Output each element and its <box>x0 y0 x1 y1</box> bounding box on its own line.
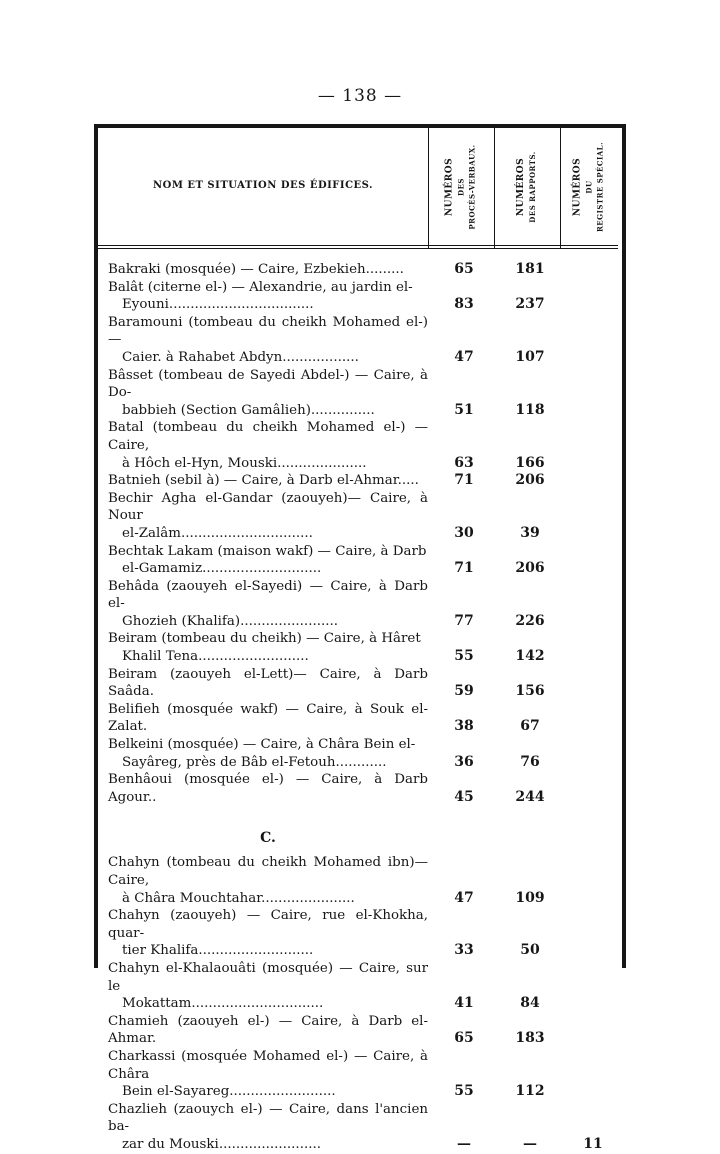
table-row <box>108 367 628 420</box>
header-sub: DES <box>456 178 466 196</box>
edifice-name <box>108 490 428 543</box>
edifice-name <box>108 367 428 420</box>
edifice-line-continued: el-Gamamiz............................ <box>122 561 322 577</box>
edifice-line: Bakraki (mosquée) — Caire, Ezbekieh......... <box>108 262 404 277</box>
edifice-line-continued: à Hôch el-Hyn, Mouski..................... <box>122 455 367 471</box>
edifice-line-continued: Ghozieh (Khalifa)....................... <box>122 613 338 629</box>
table-row <box>108 1013 628 1048</box>
proces-verbal-number: 83 <box>454 296 474 313</box>
rapport-number: 107 <box>515 348 545 365</box>
table-row <box>108 419 628 472</box>
table-row <box>108 1101 628 1154</box>
edifice-name <box>108 261 428 279</box>
entries-list <box>108 261 628 1154</box>
edifice-name <box>108 736 428 771</box>
table-row <box>108 578 628 631</box>
edifice-name <box>108 854 428 907</box>
table-row <box>108 314 628 367</box>
header-sub: PROCÈS-VERBAUX. <box>467 144 477 230</box>
proces-verbal-number: 63 <box>454 454 474 471</box>
header-proces-verbaux <box>428 128 494 246</box>
table-row <box>108 543 628 578</box>
rapport-number: 226 <box>515 612 545 629</box>
table-row <box>108 490 628 543</box>
proces-verbal-number: — <box>457 1135 471 1152</box>
edifice-name <box>108 771 428 806</box>
proces-verbal-number: 36 <box>454 753 474 770</box>
edifice-name <box>108 543 428 578</box>
rapport-number: 142 <box>515 648 545 665</box>
edifice-name <box>108 279 428 314</box>
edifice-line: Charkassi (mosquée Mohamed el-) — Caire, à Châra <box>108 1048 428 1082</box>
rapport-number: 183 <box>515 1030 545 1047</box>
edifice-line-continued: Mokattam............................... <box>122 996 324 1012</box>
rapport-number: 206 <box>515 560 545 577</box>
rapport-number: 244 <box>515 788 545 805</box>
rapport-number: 76 <box>520 753 540 770</box>
edifice-line: Beiram (tombeau du cheikh) — Caire, à Hâret <box>108 631 421 647</box>
rapport-number: 109 <box>515 889 545 906</box>
edifice-line: Chahyn el-Khalaouâti (mosquée) — Caire, sur le <box>108 960 428 994</box>
edifice-name <box>108 701 428 736</box>
edifice-line: Bâsset (tombeau de Sayedi Abdel-) — Caire, à Do- <box>108 367 428 401</box>
header-label: NUMÉROS <box>516 157 526 217</box>
header-rapports <box>494 128 560 246</box>
rapport-number: 181 <box>515 261 545 277</box>
proces-verbal-number: 33 <box>454 942 474 959</box>
edifice-line: Baramouni (tombeau du cheikh Mohamed el-)— <box>108 314 428 348</box>
header-label: NUMÉROS <box>572 157 583 217</box>
edifice-line-continued: tier Khalifa........................... <box>122 943 314 959</box>
edifice-name <box>108 630 428 665</box>
proces-verbal-number: 71 <box>454 560 474 577</box>
edifice-line: Chahyn (zaouyeh) — Caire, rue el-Khokha, quar- <box>108 908 428 941</box>
rapport-number: 50 <box>520 942 540 959</box>
registre-number: 11 <box>583 1135 603 1152</box>
table-row <box>108 279 628 314</box>
table-row <box>108 1048 628 1101</box>
rapport-number: 84 <box>520 995 540 1012</box>
edifice-line: Chazlieh (zaouych el-) — Caire, dans l'ancien ba- <box>108 1101 428 1135</box>
edifice-name <box>108 1048 428 1101</box>
rapport-number: 118 <box>515 401 545 418</box>
edifice-line: Belifieh (mosquée wakf) — Caire, à Souk el-Zalat. <box>108 701 428 735</box>
edifice-name <box>108 578 428 631</box>
edifice-line: Bechtak Lakam (maison wakf) — Caire, à Darb <box>108 543 427 559</box>
proces-verbal-number: 51 <box>454 401 474 418</box>
edifice-line-continued: el-Zalâm............................... <box>122 525 313 541</box>
edifice-name <box>108 419 428 472</box>
edifice-line-continued: Bein el-Sayareg......................... <box>122 1084 336 1100</box>
column-title: NOM ET SITUATION DES ÉDIFICES. <box>152 180 374 191</box>
edifice-line-continued: Eyouni.................................. <box>122 297 314 313</box>
edifice-name <box>108 1013 428 1048</box>
proces-verbal-number: 59 <box>454 683 474 700</box>
edifice-name <box>108 314 428 367</box>
proces-verbal-number: 65 <box>454 1030 474 1047</box>
header-sub: DU <box>584 180 594 194</box>
edifice-line-continued: Khalil Tena.......................... <box>122 649 309 665</box>
edifice-line: Benhâoui (mosquée el-) — Caire, à Darb Agour.. <box>108 772 428 805</box>
edifice-name <box>108 907 428 960</box>
table-row <box>108 736 628 771</box>
rapport-number: 39 <box>520 524 540 541</box>
section-letter: C. <box>260 830 276 847</box>
edifice-line: Chamieh (zaouyeh el-) — Caire, à Darb el-Ahmar. <box>108 1013 428 1047</box>
edifice-line: Chahyn (tombeau du cheikh Mohamed ibn)— Caire, <box>108 855 428 888</box>
proces-verbal-number: 30 <box>454 524 474 541</box>
edifice-line: Balât (citerne el-) — Alexandrie, au jardin el- <box>108 279 413 295</box>
proces-verbal-number: 65 <box>454 261 474 277</box>
proces-verbal-number: 77 <box>454 612 474 629</box>
edifice-line: Belkeini (mosquée) — Caire, à Châra Bein el- <box>108 737 416 753</box>
proces-verbal-number: 55 <box>454 1083 474 1100</box>
proces-verbal-number: 47 <box>454 348 474 365</box>
table-row <box>108 261 628 279</box>
rapport-number: 166 <box>515 454 545 471</box>
proces-verbal-number: 45 <box>454 788 474 805</box>
proces-verbal-number: 47 <box>454 889 474 906</box>
table-row <box>108 630 628 665</box>
proces-verbal-number: 38 <box>454 718 474 735</box>
page-number: — 138 — <box>317 86 403 106</box>
table-row <box>108 771 628 806</box>
table-row <box>108 854 628 907</box>
entries-b <box>108 261 628 806</box>
table-row <box>108 907 628 960</box>
edifice-line-continued: babbieh (Section Gamâlieh)............... <box>122 402 375 418</box>
edifice-name <box>108 472 428 490</box>
edifice-line: Behâda (zaouyeh el-Sayedi) — Caire, à Darb el- <box>108 578 428 612</box>
edifice-line-continued: Sayâreg, près de Bâb el-Fetouh............ <box>122 754 387 770</box>
edifice-line: Bechir Agha el-Gandar (zaouyeh)— Caire, à Nour <box>108 490 428 524</box>
edifice-name <box>108 666 428 701</box>
table-row <box>108 666 628 701</box>
entries-c <box>108 854 628 1153</box>
proces-verbal-number: 55 <box>454 648 474 665</box>
proces-verbal-number: 41 <box>454 995 474 1012</box>
edifice-line-continued: Caier. à Rahabet Abdyn.................. <box>122 349 359 365</box>
edifice-line-continued: à Châra Mouchtahar...................... <box>122 890 355 906</box>
table-row <box>108 960 628 1013</box>
edifice-line-continued: zar du Mouski........................ <box>122 1136 321 1152</box>
edifice-name <box>108 960 428 1013</box>
rapport-number: 67 <box>520 718 540 735</box>
header-sub: DES RAPPORTS. <box>528 151 537 223</box>
table-row <box>108 472 628 490</box>
header-sub: REGISTRE SPÉCIAL. <box>595 141 605 233</box>
header-label: NUMÉROS <box>444 157 455 217</box>
rapport-number: 206 <box>515 472 545 489</box>
table-row <box>108 701 628 736</box>
edifice-name <box>108 1101 428 1154</box>
edifice-line: Beiram (zaouyeh el-Lett)— Caire, à Darb Saâda. <box>108 666 428 700</box>
rapport-number: 237 <box>515 296 545 313</box>
proces-verbal-number: 71 <box>454 472 474 489</box>
edifice-line: Batal (tombeau du cheikh Mohamed el-) — Caire, <box>108 420 428 453</box>
rapport-number: 112 <box>515 1083 545 1100</box>
edifice-line: Batnieh (sebil à) — Caire, à Darb el-Ahmar..... <box>108 473 419 489</box>
header-registre <box>560 128 618 246</box>
rapport-number: 156 <box>515 683 545 700</box>
header-rule-double <box>98 248 618 249</box>
rapport-number: — <box>523 1135 537 1152</box>
